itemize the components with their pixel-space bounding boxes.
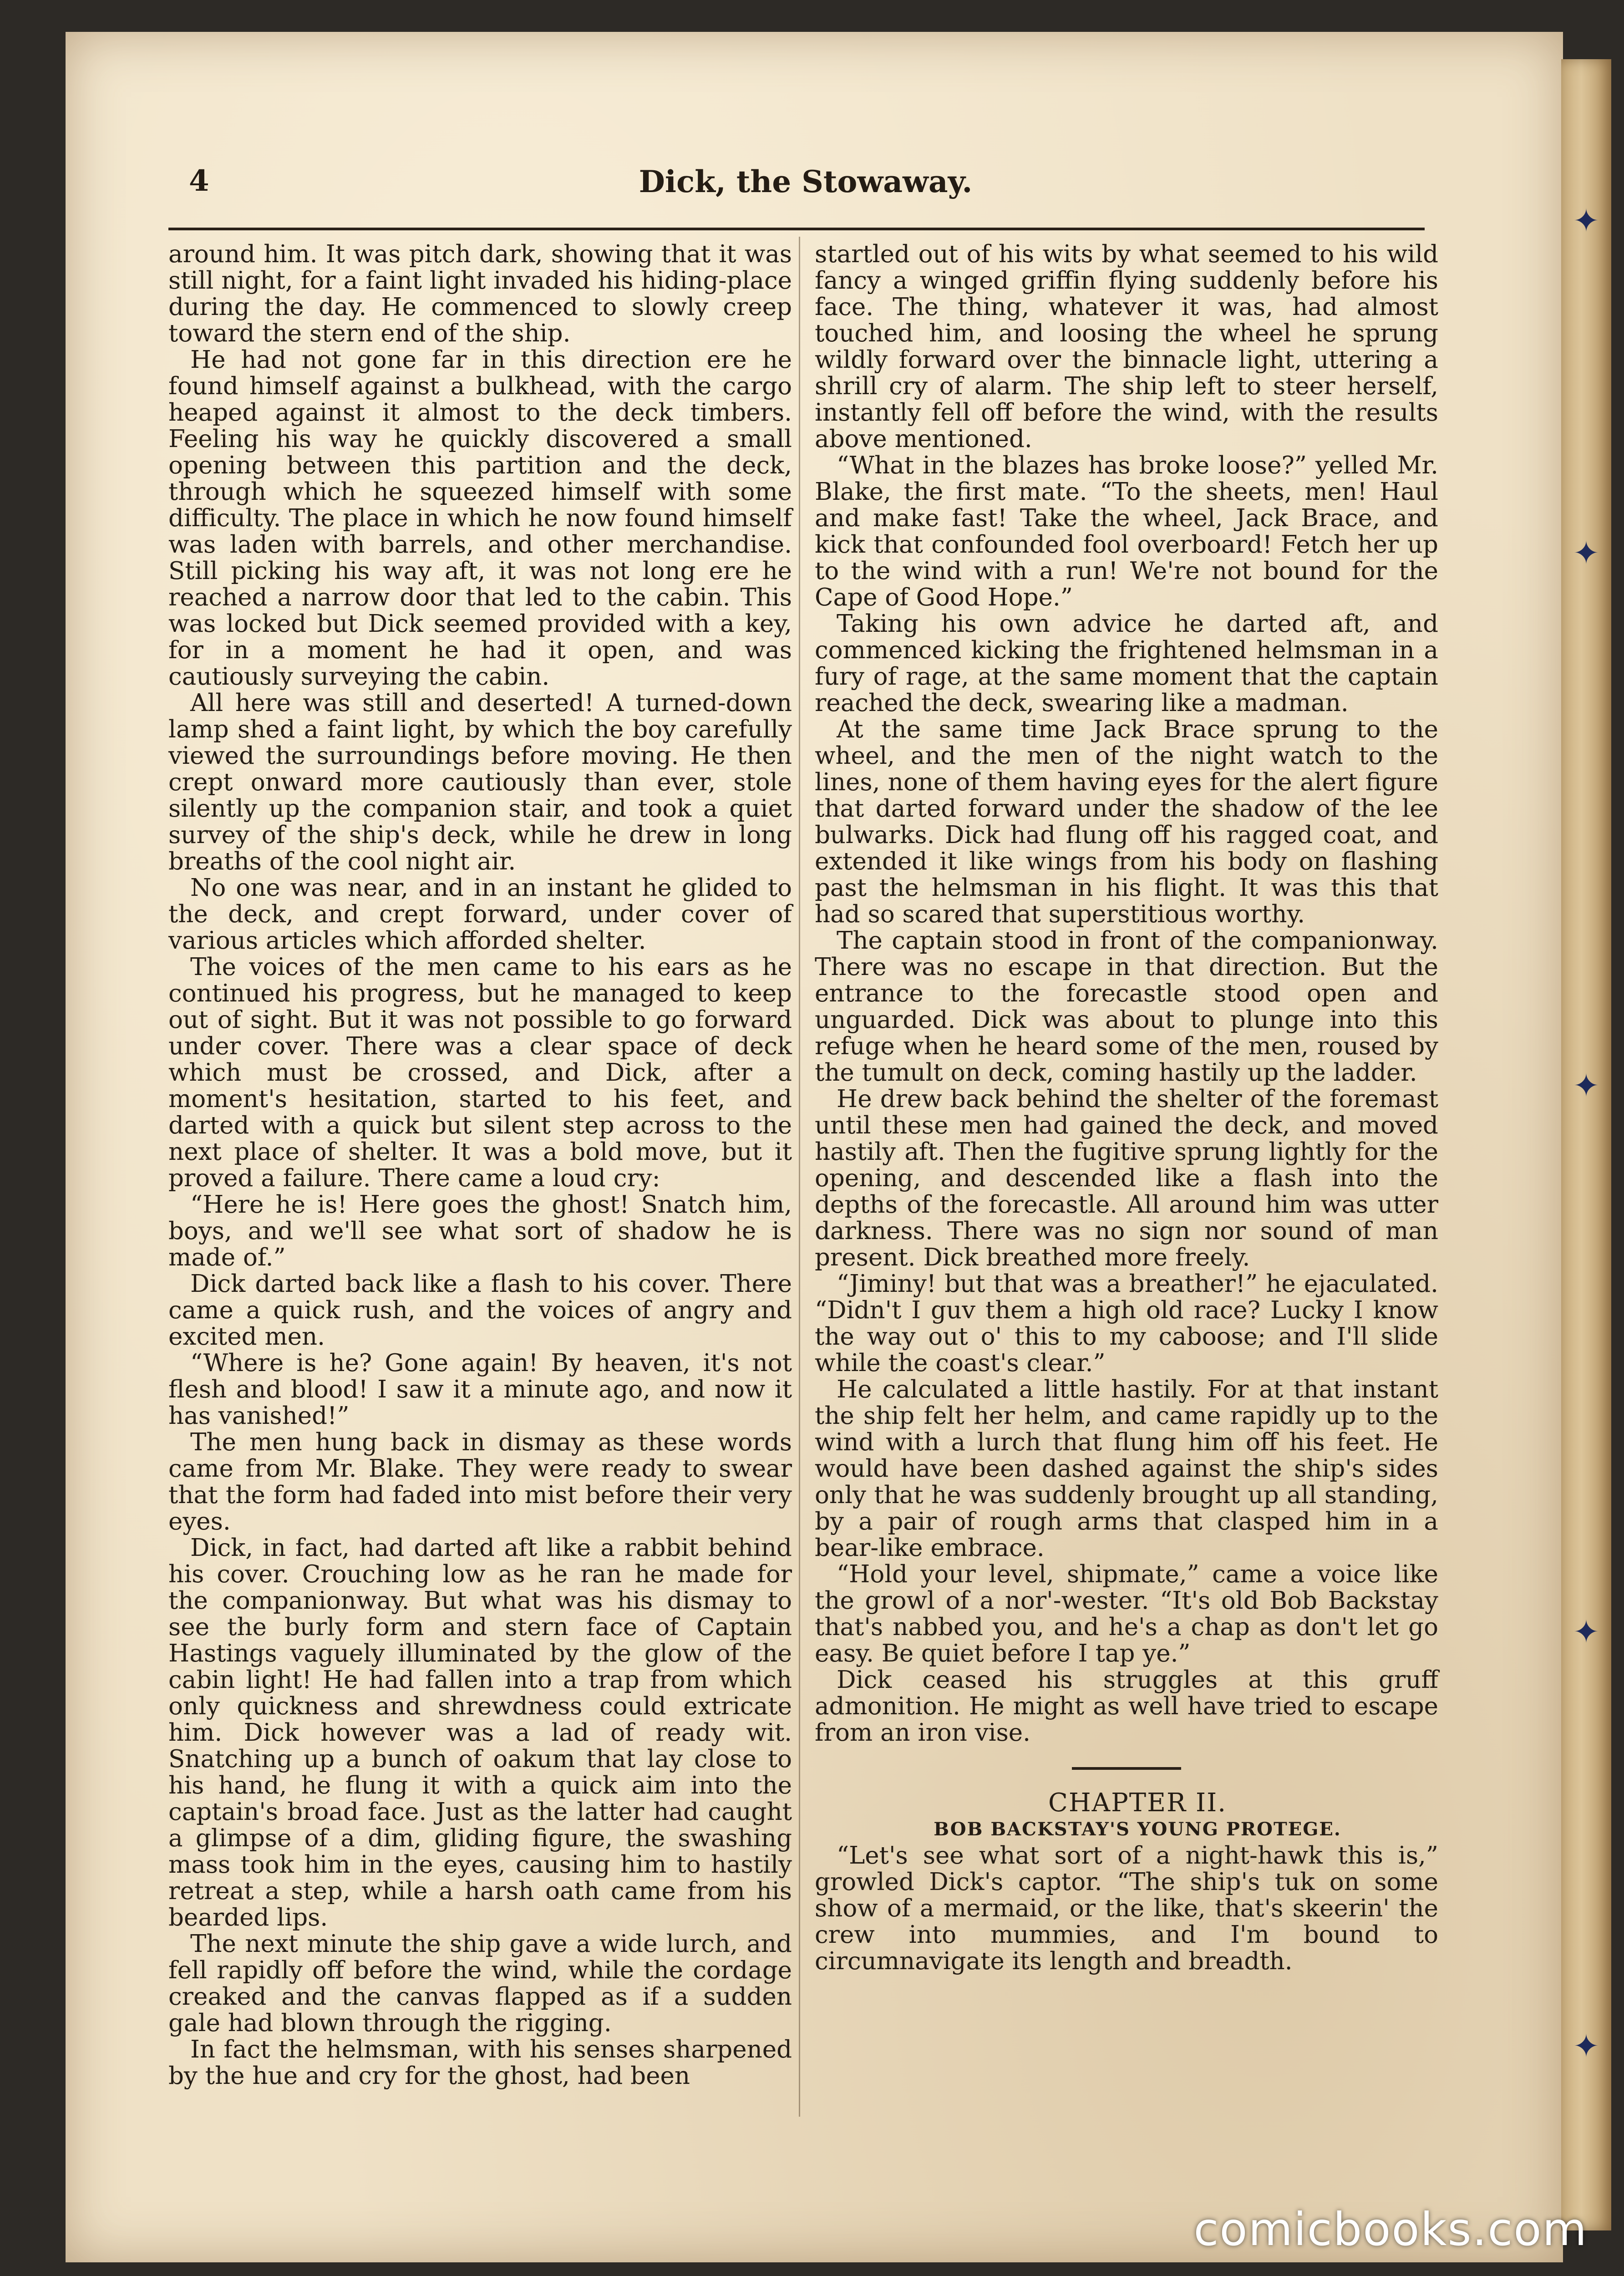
paragraph: In fact the helmsman, with his senses sharpened by the hue and cry for the ghost, had been: [168, 2036, 792, 2090]
paragraph: Taking his own advice he darted aft, and commenced kicking the frightened helmsman in a fury of rage, at the same moment that the captain reached the deck, swearing like a madman.: [815, 610, 1438, 717]
paragraph: The men hung back in dismay as these words came from Mr. Blake. They were ready to swear that the form had faded into mist before their very eyes.: [168, 1428, 792, 1535]
paragraph: All here was still and deserted! A turned-down lamp shed a faint light, by which the boy carefully viewed the surroundings before moving. He then crept onward more cautiously than ever, stole silently up the companion stair, and took a quiet survey of the ship's deck, while he drew in long breaths of the cool night air.: [168, 689, 792, 875]
paragraph: “Here he is! Here goes the ghost! Snatch him, boys, and we'll see what sort of shadow he is made of.”: [168, 1191, 792, 1271]
chapter-rule: [1072, 1767, 1181, 1770]
stitch-icon: ✦: [1573, 534, 1600, 572]
paragraph: No one was near, and in an instant he glided to the deck, and crept forward, under cover of various articles which afforded shelter.: [168, 874, 792, 955]
paragraph: The voices of the men came to his ears as he continued his progress, but he managed to keep out of sight. But it was not possible to go forward under cover. There was a clear space of deck which must be crossed, and Dick, after a moment's hesitation, started to his feet, and darted with a quick but silent step across to the next place of shelter. It was a bold move, but it proved a failure. There came a loud cry:: [168, 953, 792, 1192]
paragraph: “Hold your level, shipmate,” came a voice like the growl of a nor'-wester. “It's old Bob Backstay that's nabbed you, and he's a chap as don't let go easy. Be quiet before I tap ye.”: [815, 1560, 1438, 1667]
page-number: 4: [189, 164, 209, 198]
book-title: Dick, the Stowaway.: [639, 164, 973, 199]
paragraph: around him. It was pitch dark, showing that it was still night, for a faint light invaded his hiding-place during the day. He commenced to slowly creep toward the stern end of the ship.: [168, 240, 792, 347]
paragraph: “Jiminy! but that was a breather!” he ejaculated. “Didn't I guv them a high old race? Lucky I know the way out o' this to my caboose; and I'll slide while the coast's clear.”: [815, 1270, 1438, 1377]
watermark: comicbooks.com: [1193, 2203, 1588, 2256]
paragraph: Dick ceased his struggles at this gruff admonition. He might as well have tried to escape from an iron vise.: [815, 1666, 1438, 1747]
paragraph: The captain stood in front of the companionway. There was no escape in that direction. But the entrance to the forecastle stood open and unguarded. Dick was about to plunge into this refuge when he heard some of the men, roused by the tumult on deck, coming hastily up the ladder.: [815, 927, 1438, 1087]
paragraph: He calculated a little hastily. For at that instant the ship felt her helm, and came rapidly up to the wind with a lurch that flung him off his feet. He would have been dashed against the ship's sides only that he was suddenly brought up all standing, by a pair of rough arms that clasped him in a bear-like embrace.: [815, 1376, 1438, 1562]
stitch-icon: ✦: [1573, 2027, 1600, 2065]
running-head: [127, 164, 1484, 209]
chapter-title: CHAPTER II.: [1048, 1788, 1227, 1818]
paragraph: He drew back behind the shelter of the foremast until these men had gained the deck, and moved hastily aft. Then the fugitive sprung lightly for the opening, and descended like a flash into the depths of the forecastle. All around him was utter darkness. There was no sign nor sound of man present. Dick breathed more freely.: [815, 1085, 1438, 1271]
paragraph: Dick darted back like a flash to his cover. There came a quick rush, and the voices of angry and excited men.: [168, 1270, 792, 1351]
paragraph: He had not gone far in this direction ere he found himself against a bulkhead, with the cargo heaped against it almost to the deck timbers. Feeling his way he quickly discovered a small opening between this partition and the deck, through which he squeezed himself with some difficulty. The place in which he now found himself was laden with barrels, and other merchandise. Still picking his way aft, it was not long ere he reached a narrow door that led to the cabin. This was locked but Dick seemed provided with a key, for in a moment he had it open, and was cautiously surveying the cabin.: [168, 346, 792, 691]
paragraph: The next minute the ship gave a wide lurch, and fell rapidly off before the wind, while the cordage creaked and the canvas flapped as if a sudden gale had blown through the rigging.: [168, 1930, 792, 2037]
paragraph: “Where is he? Gone again! By heaven, it's not flesh and blood! I saw it a minute ago, and now it has vanished!”: [168, 1349, 792, 1430]
stitch-icon: ✦: [1573, 202, 1600, 239]
stitch-icon: ✦: [1573, 1613, 1600, 1651]
column-divider: [799, 237, 800, 2117]
paragraph: Dick, in fact, had darted aft like a rabbit behind his cover. Crouching low as he ran he made for the companionway. But what was his dismay to see the burly form and stern face of Captain Hastings vaguely illuminated by the glow of the cabin light! He had fallen into a trap from which only quickness and shrewdness could extricate him. Dick however was a lad of ready wit. Snatching up a bunch of oakum that lay close to his hand, he flung it with a quick aim into the captain's broad face. Just as the latter had caught a glimpse of a dim, gliding figure, the swashing mass took him in the eyes, causing him to hastily retreat a step, while a harsh oath came from his bearded lips.: [168, 1534, 792, 1931]
paragraph: At the same time Jack Brace sprung to the wheel, and the men of the night watch to the lines, none of them having eyes for the alert figure that darted forward under the shadow of the lee bulwarks. Dick had flung off his ragged coat, and extended it like wings from his body on flashing past the helmsman in his flight. It was this that had so scared that superstitious worthy.: [815, 716, 1438, 928]
chapter-subtitle: BOB BACKSTAY'S YOUNG PROTEGE.: [934, 1819, 1341, 1840]
right-column: [815, 241, 1438, 1975]
binding-spine: [1561, 59, 1611, 2230]
stitch-icon: ✦: [1573, 1067, 1600, 1104]
paragraph: “What in the blazes has broke loose?” yelled Mr. Blake, the first mate. “To the sheets, men! Haul and make fast! Take the wheel, Jack Brace, and kick that confounded fool overboard! Fetch her up to the wind with a run! We're not bound for the Cape of Good Hope.”: [815, 452, 1438, 611]
left-column: [168, 241, 792, 2089]
paragraph: startled out of his wits by what seemed to his wild fancy a winged griffin flying suddenly before his face. The thing, whatever it was, had almost touched him, and loosing the wheel he sprung wildly forward over the binnacle light, uttering a shrill cry of alarm. The ship left to steer herself, instantly fell off before the wind, with the results above mentioned.: [815, 240, 1438, 453]
header-rule: [168, 228, 1425, 230]
paragraph: “Let's see what sort of a night-hawk this is,” growled Dick's captor. “The ship's tuk on some show of a mermaid, or the like, that's skeerin' the crew into mummies, and I'm bound to circumnavigate its length and breadth.: [815, 1842, 1438, 1975]
